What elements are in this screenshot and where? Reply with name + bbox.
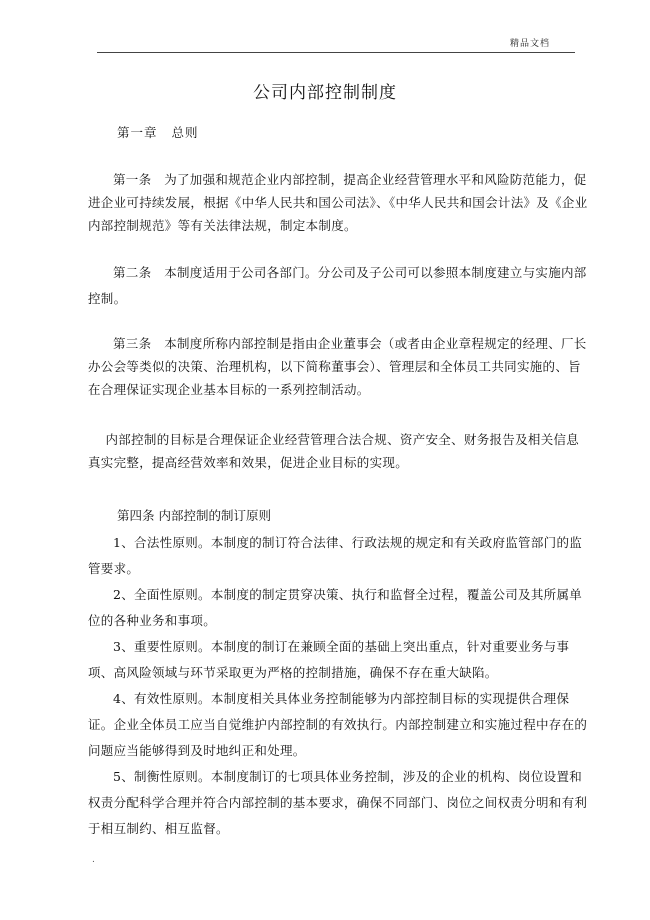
article-1-paragraph: 第一条 为了加强和规范企业内部控制，提高企业经营管理水平和风险防范能力，促进企业可持续发展，根据《中华人民共和国公司法》、《中华人民共和国会计法》及《企业内部控制规范》等有关法律法规，制定本制度。 xyxy=(88,172,588,233)
chapter-name: 总则 xyxy=(171,125,199,140)
document-title: 公司内部控制制度 xyxy=(253,83,397,103)
header-divider xyxy=(97,52,575,53)
article-4-heading: 第四条 内部控制的制订原则 xyxy=(117,508,271,523)
control-objective-paragraph: 内部控制的目标是合理保证企业经营管理合法合规、资产安全、财务报告及相关信息真实完整，提高经营效率和效果，促进企业目标的实现。 xyxy=(88,432,580,470)
chapter-heading xyxy=(117,123,213,141)
principles-list xyxy=(88,530,588,842)
article-2-paragraph: 第二条 本制度适用于公司各部门。分公司及子公司可以参照本制度建立与实施内部控制。 xyxy=(88,265,587,306)
article-3-paragraph: 第三条 本制度所称内部控制是指由企业董事会（或者由企业章程规定的经理、厂长办公会等类似的决策、治理机构，以下简称董事会）、管理层和全体员工共同实施的、旨在合理保证实现企业基本目标的一系列控制活动。 xyxy=(88,336,587,397)
chapter-number: 第一章 xyxy=(117,125,158,140)
footer-mark: . xyxy=(92,855,95,865)
principle-item: 2、全面性原则。本制度的制定贯穿决策、执行和监督全过程，覆盖公司及其所属单位的各种业务和事项。 xyxy=(88,587,583,628)
principle-item: 1、合法性原则。本制度的制订符合法律、行政法规的规定和有关政府监管部门的监管要求。 xyxy=(88,535,583,576)
principle-item: 5、制衡性原则。本制度制订的七项具体业务控制，涉及的企业的机构、岗位设置和权责分配科学合理并符合内部控制的基本要求，确保不同部门、岗位之间权责分明和有利于相互制约、相互监督。 xyxy=(88,769,588,836)
principle-item: 3、重要性原则。本制度的制订在兼顾全面的基础上突出重点，针对重要业务与事项、高风险领域与环节采取更为严格的控制措施，确保不存在重大缺陷。 xyxy=(88,639,570,680)
principle-item: 4、有效性原则。本制度相关具体业务控制能够为内部控制目标的实现提供合理保证。企业全体员工应当自觉维护内部控制的有效执行。内部控制建立和实施过程中存在的问题应当能够得到及时地纠正和处理。 xyxy=(88,691,588,758)
header-label: 精品文档 xyxy=(510,39,551,49)
